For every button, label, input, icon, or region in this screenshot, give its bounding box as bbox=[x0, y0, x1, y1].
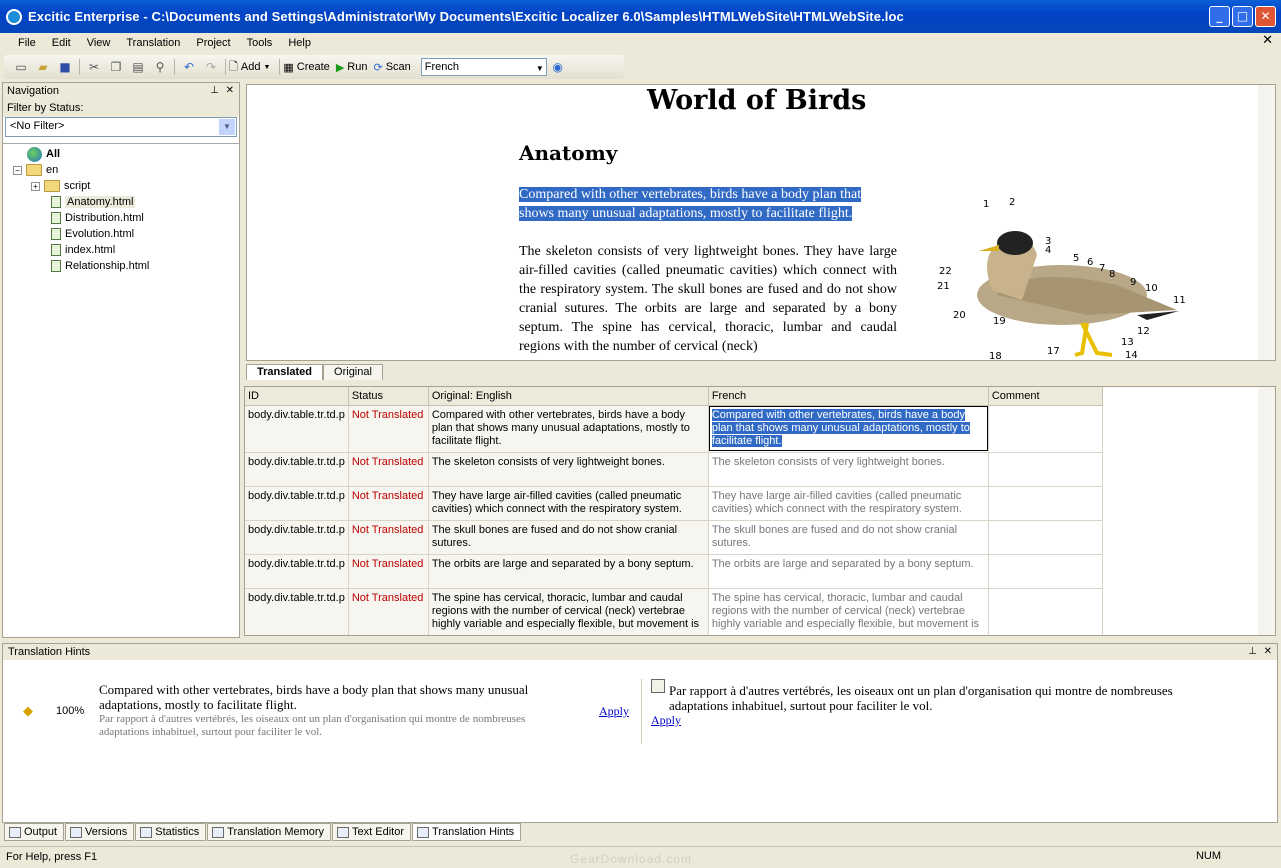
run-button[interactable] bbox=[336, 61, 368, 74]
selected-text: Compared with other vertebrates, birds have a body plan that shows many unusual adaptations, mostly to facilitate flight. bbox=[519, 187, 862, 221]
versions-icon bbox=[70, 827, 82, 838]
language-select[interactable] bbox=[421, 58, 547, 76]
maximize-button[interactable]: □ bbox=[1232, 6, 1253, 27]
paste-icon[interactable]: ▤ bbox=[132, 60, 144, 74]
chevron-down-icon: ▼ bbox=[535, 64, 544, 73]
menu-translation[interactable]: Translation bbox=[126, 37, 181, 49]
collapse-icon[interactable]: − bbox=[13, 166, 22, 175]
match-percent: 100% bbox=[56, 705, 85, 717]
grid-header-row bbox=[245, 387, 1102, 405]
tab-label: Output bbox=[24, 826, 58, 838]
column-header-id[interactable]: ID bbox=[245, 387, 348, 405]
diagram-label: 8 bbox=[1109, 269, 1116, 280]
diagram-label: 13 bbox=[1121, 337, 1134, 348]
menu-bar bbox=[0, 33, 1281, 53]
new-file-icon[interactable]: ▭ bbox=[15, 60, 27, 74]
status-help-text: For Help, press F1 bbox=[6, 850, 98, 863]
diagram-label: 14 bbox=[1125, 350, 1138, 360]
machine-translation-icon bbox=[651, 679, 665, 693]
html-file-icon bbox=[51, 196, 61, 208]
status-cell: Not Translated bbox=[348, 554, 428, 588]
add-button[interactable] bbox=[229, 58, 270, 77]
tree-item-script[interactable] bbox=[31, 178, 90, 194]
dropdown-arrow-icon: ▼ bbox=[263, 63, 271, 71]
watermark: GearDownload.com bbox=[570, 852, 693, 866]
separator bbox=[225, 59, 226, 75]
menu-edit[interactable]: Edit bbox=[51, 37, 71, 49]
sigma-icon bbox=[140, 827, 152, 838]
table-row[interactable] bbox=[245, 405, 1102, 452]
navigation-panel bbox=[2, 82, 240, 638]
comment-cell[interactable] bbox=[988, 554, 1102, 588]
add-label: Add bbox=[240, 61, 261, 73]
original-cell: The skull bones are fused and do not show cranial sutures. bbox=[428, 520, 708, 554]
menu-view[interactable]: View bbox=[86, 37, 111, 49]
column-header-original[interactable]: Original: English bbox=[428, 387, 708, 405]
document-close-icon[interactable]: ✕ bbox=[1262, 33, 1273, 48]
tab-text-editor[interactable] bbox=[332, 823, 411, 841]
html-preview bbox=[246, 84, 1276, 361]
window-title: Excitic Enterprise - C:\Documents and Settings\Administrator\My Documents\Excitic Localizer 6.0\Samples\HTMLWebSite\HTMLWebSite.loc bbox=[28, 9, 904, 24]
diagram-label: 17 bbox=[1047, 346, 1060, 357]
divider bbox=[641, 679, 642, 744]
chevron-down-icon: ▼ bbox=[219, 119, 235, 135]
table-row[interactable] bbox=[245, 486, 1102, 520]
original-cell: The spine has cervical, thoracic, lumbar and caudal regions with the number of cervical (neck) vertebrae highly variable and especially flexible, but movement is bbox=[428, 588, 708, 636]
menu-tools[interactable]: Tools bbox=[246, 37, 273, 49]
diagram-label: 4 bbox=[1045, 245, 1052, 256]
tree-label: Evolution.html bbox=[65, 228, 135, 240]
tree-label: Anatomy.html bbox=[67, 196, 134, 208]
translation-grid bbox=[244, 386, 1276, 636]
output-icon bbox=[9, 827, 21, 838]
tree-label: Distribution.html bbox=[65, 212, 144, 224]
tab-original[interactable]: Original bbox=[323, 364, 383, 380]
bird-legs bbox=[1075, 323, 1112, 355]
tree-item-file[interactable] bbox=[51, 226, 134, 242]
id-cell: body.div.table.tr.td.p bbox=[245, 588, 348, 636]
french-cell-editing[interactable] bbox=[708, 405, 988, 452]
bird-head bbox=[997, 231, 1033, 255]
file-tree bbox=[3, 143, 239, 633]
hint-suggestion-text: Par rapport à d'autres vertébrés, les oiseaux ont un plan d'organisation qui montre de nombreuses adaptations inhabituel, surtout pour faciliter le vol. bbox=[99, 713, 526, 738]
status-cell: Not Translated bbox=[348, 405, 428, 452]
tab-label: Text Editor bbox=[352, 826, 405, 838]
id-cell: body.div.table.tr.td.p bbox=[245, 452, 348, 486]
warning-icon: ◆ bbox=[23, 704, 33, 719]
tab-statistics[interactable] bbox=[135, 823, 206, 841]
status-filter-select[interactable] bbox=[5, 117, 237, 137]
column-header-french[interactable]: French bbox=[708, 387, 988, 405]
separator bbox=[79, 59, 80, 75]
status-bar bbox=[0, 846, 1281, 866]
menu-project[interactable]: Project bbox=[196, 37, 231, 49]
tab-versions[interactable] bbox=[65, 823, 134, 841]
status-cell: Not Translated bbox=[348, 452, 428, 486]
filter-label: Filter by Status: bbox=[3, 99, 239, 117]
french-cell[interactable]: The spine has cervical, thoracic, lumbar and caudal regions with the number of cervical (neck) vertebrae highly variable and especially flexible, but movement is bbox=[708, 588, 988, 636]
tree-item-en[interactable] bbox=[13, 162, 58, 178]
html-file-icon bbox=[51, 228, 61, 240]
comment-cell[interactable] bbox=[988, 452, 1102, 486]
diagram-label: 7 bbox=[1099, 263, 1106, 274]
pin-icon[interactable]: ⊥ bbox=[1248, 646, 1257, 657]
column-header-status[interactable]: Status bbox=[348, 387, 428, 405]
diagram-label: 2 bbox=[1009, 197, 1016, 208]
toolbar bbox=[4, 55, 624, 79]
add-icon: 🗋 bbox=[229, 60, 238, 73]
diagram-label: 20 bbox=[953, 310, 966, 321]
grid-table bbox=[245, 387, 1103, 636]
cut-icon[interactable]: ✂ bbox=[88, 60, 100, 74]
diagram-label: 10 bbox=[1145, 283, 1158, 294]
tab-label: Translation Memory bbox=[227, 826, 325, 838]
id-cell: body.div.table.tr.td.p bbox=[245, 554, 348, 588]
html-file-icon bbox=[51, 260, 61, 272]
id-cell: body.div.table.tr.td.p bbox=[245, 486, 348, 520]
diagram-label: 18 bbox=[989, 351, 1002, 360]
tree-label: index.html bbox=[65, 244, 116, 256]
status-cell: Not Translated bbox=[348, 588, 428, 636]
paragraph: The skeleton consists of very lightweight bones. They have large air-filled cavities (called pneumatic cavities) which connect with the respiratory system. The skull bones are fused and do not show cranial sutures. The orbits are large and separated by a bony septum. The spine has cervical, thoracic, lumbar and caudal regions with the number of cervical (neck) bbox=[519, 244, 897, 354]
html-file-icon bbox=[51, 244, 61, 256]
table-row[interactable] bbox=[245, 554, 1102, 588]
comment-cell[interactable] bbox=[988, 588, 1102, 636]
minimize-button[interactable]: _ bbox=[1209, 6, 1230, 27]
diagram-label: 19 bbox=[993, 316, 1006, 327]
diagram-label: 11 bbox=[1173, 295, 1186, 306]
comment-cell[interactable] bbox=[988, 405, 1102, 452]
app-icon bbox=[6, 9, 22, 25]
mt-apply-link[interactable]: Apply bbox=[651, 713, 681, 727]
tab-label: Translation Hints bbox=[432, 826, 515, 838]
diagram-label: 1 bbox=[983, 199, 990, 210]
bird-tail bbox=[1137, 311, 1179, 320]
folder-icon bbox=[26, 164, 42, 176]
tree-label: en bbox=[46, 164, 59, 176]
panel-close-icon[interactable]: ✕ bbox=[1263, 646, 1272, 657]
apply-link[interactable]: Apply bbox=[599, 704, 629, 718]
bottom-tab-strip bbox=[4, 823, 604, 841]
language-value: French bbox=[424, 61, 460, 73]
title-bar bbox=[0, 0, 1281, 33]
panel-close-icon[interactable]: ✕ bbox=[225, 85, 234, 96]
tree-item-file[interactable] bbox=[51, 210, 144, 226]
section-heading: Anatomy bbox=[519, 141, 618, 165]
tree-item-file[interactable] bbox=[51, 258, 149, 274]
french-cell[interactable]: They have large air-filled cavities (called pneumatic cavities) which connect with the respiratory system. bbox=[708, 486, 988, 520]
tab-label: Statistics bbox=[155, 826, 200, 838]
globe-icon bbox=[27, 147, 42, 162]
french-editor[interactable] bbox=[709, 406, 988, 451]
table-row[interactable] bbox=[245, 588, 1102, 636]
hints-icon bbox=[417, 827, 429, 838]
original-cell: The orbits are large and separated by a bony septum. bbox=[428, 554, 708, 588]
diagram-label: 22 bbox=[939, 266, 952, 277]
tree-label: All bbox=[46, 148, 61, 160]
separator bbox=[279, 59, 280, 75]
create-label: Create bbox=[296, 61, 330, 73]
tree-item-file[interactable] bbox=[51, 194, 135, 210]
redo-icon[interactable]: ↷ bbox=[205, 60, 217, 74]
scan-label: Scan bbox=[385, 61, 411, 73]
original-cell: Compared with other vertebrates, birds have a body plan that shows many unusual adaptations, mostly to facilitate flight. bbox=[428, 405, 708, 452]
french-cell[interactable]: The orbits are large and separated by a bony septum. bbox=[708, 554, 988, 588]
original-cell: The skeleton consists of very lightweight bones. bbox=[428, 452, 708, 486]
create-icon: ▦ bbox=[283, 61, 294, 74]
tab-output[interactable] bbox=[4, 823, 64, 841]
french-cell[interactable]: The skull bones are fused and do not show cranial sutures. bbox=[708, 520, 988, 554]
comment-cell[interactable] bbox=[988, 520, 1102, 554]
help-icon[interactable]: ◉ bbox=[552, 60, 563, 74]
save-icon[interactable]: ■ bbox=[59, 60, 71, 74]
original-cell: They have large air-filled cavities (called pneumatic cavities) which connect with the respiratory system. bbox=[428, 486, 708, 520]
menu-help[interactable]: Help bbox=[288, 37, 311, 49]
tab-translated[interactable]: Translated bbox=[246, 364, 323, 380]
tab-label: Versions bbox=[85, 826, 128, 838]
column-header-comment[interactable]: Comment bbox=[988, 387, 1102, 405]
hints-header bbox=[3, 644, 1277, 660]
id-cell: body.div.table.tr.td.p bbox=[245, 405, 348, 452]
view-tabs bbox=[246, 362, 1276, 380]
bird-anatomy-diagram bbox=[937, 185, 1197, 360]
tree-label: script bbox=[64, 180, 91, 192]
selected-paragraph[interactable] bbox=[519, 185, 899, 223]
folder-icon bbox=[44, 180, 60, 192]
navigation-title: Navigation bbox=[7, 85, 59, 97]
expand-icon[interactable]: + bbox=[31, 182, 40, 191]
status-cell: Not Translated bbox=[348, 486, 428, 520]
tab-translation-hints[interactable] bbox=[412, 823, 521, 841]
hints-title: Translation Hints bbox=[8, 646, 91, 658]
table-row[interactable] bbox=[245, 520, 1102, 554]
tab-translation-memory[interactable] bbox=[207, 823, 331, 841]
memory-icon bbox=[212, 827, 224, 838]
filter-value: <No Filter> bbox=[10, 120, 65, 132]
scan-button[interactable] bbox=[373, 61, 410, 74]
html-file-icon bbox=[51, 212, 61, 224]
open-folder-icon[interactable]: ▰ bbox=[38, 60, 48, 74]
num-lock-indicator: NUM bbox=[1195, 850, 1221, 862]
close-button[interactable]: ✕ bbox=[1255, 6, 1276, 27]
selected-text: Compared with other vertebrates, birds have a body plan that shows many unusual adaptations, mostly to facilitate flight. bbox=[711, 408, 970, 447]
diagram-label: 3 bbox=[1045, 236, 1052, 247]
run-label: Run bbox=[347, 61, 368, 73]
separator bbox=[174, 59, 175, 75]
id-cell: body.div.table.tr.td.p bbox=[245, 520, 348, 554]
undo-icon[interactable]: ↶ bbox=[183, 60, 195, 74]
editor-icon bbox=[337, 827, 349, 838]
vertical-scrollbar[interactable] bbox=[1258, 85, 1275, 360]
navigation-header bbox=[3, 83, 239, 99]
tree-label: Relationship.html bbox=[65, 260, 150, 272]
french-cell[interactable]: The skeleton consists of very lightweight bones. bbox=[708, 452, 988, 486]
create-button[interactable] bbox=[283, 61, 329, 74]
diagram-label: 6 bbox=[1087, 257, 1094, 268]
table-row[interactable] bbox=[245, 452, 1102, 486]
find-icon[interactable]: ⚲ bbox=[155, 60, 165, 74]
tree-item-all[interactable] bbox=[27, 146, 60, 162]
comment-cell[interactable] bbox=[988, 486, 1102, 520]
diagram-label: 21 bbox=[937, 281, 950, 292]
hint-source-text: Compared with other vertebrates, birds have a body plan that shows many unusual adaptations, mostly to facilitate flight. bbox=[99, 682, 529, 712]
pin-icon[interactable]: ⊥ bbox=[210, 85, 219, 96]
tree-item-file[interactable] bbox=[51, 242, 115, 258]
page-title: World of Birds bbox=[647, 85, 867, 116]
scan-icon: ⟳ bbox=[373, 61, 383, 74]
diagram-label: 5 bbox=[1073, 253, 1080, 264]
vertical-scrollbar[interactable] bbox=[1258, 387, 1275, 635]
copy-icon[interactable]: ❐ bbox=[110, 60, 122, 74]
diagram-label: 12 bbox=[1137, 326, 1150, 337]
diagram-label: 9 bbox=[1130, 277, 1137, 288]
status-cell: Not Translated bbox=[348, 520, 428, 554]
translation-hints-panel bbox=[2, 643, 1278, 823]
menu-file[interactable]: File bbox=[18, 37, 36, 49]
run-icon: ▶ bbox=[335, 61, 345, 74]
mt-text: Par rapport à d'autres vertébrés, les oiseaux ont un plan d'organisation qui montre de nombreuses adaptations inhabituel, surtout pour faciliter le vol. bbox=[669, 683, 1173, 713]
